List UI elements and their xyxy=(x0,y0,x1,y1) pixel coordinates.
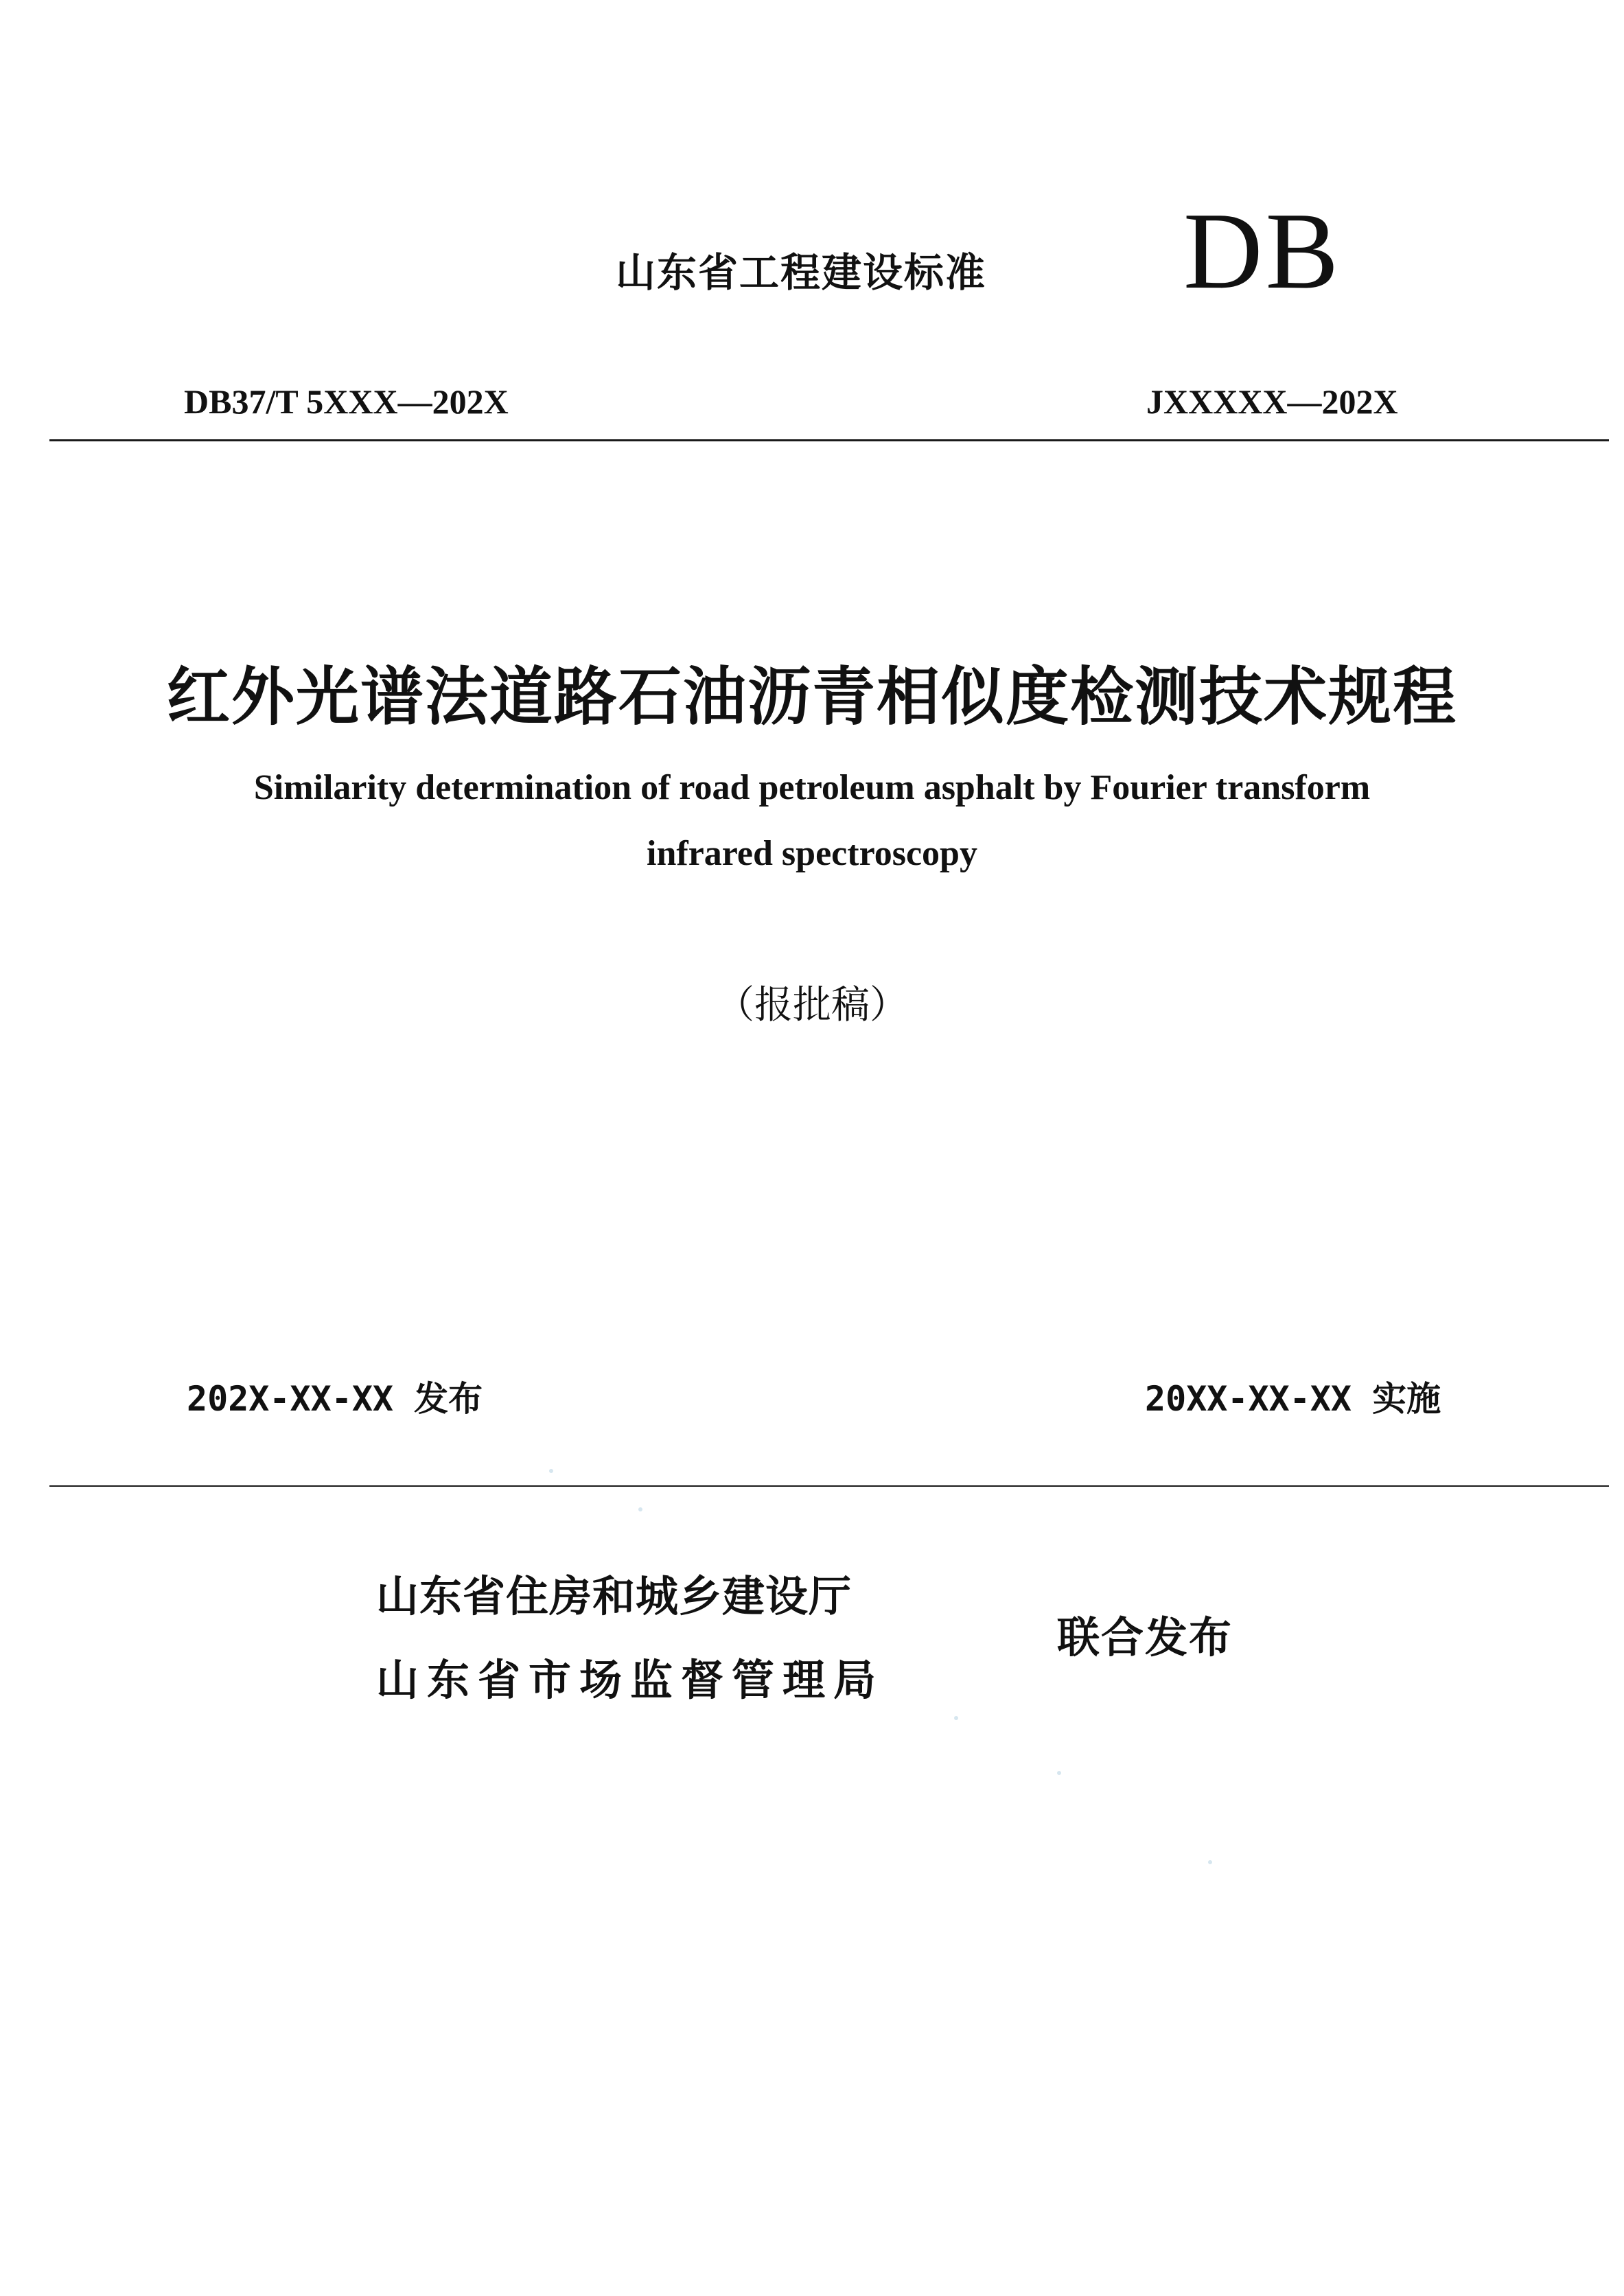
joint-release-label: 联合发布 xyxy=(1057,1612,1233,1662)
scan-speck xyxy=(1057,1771,1061,1775)
implement-date: 20XX-XX-XX 实施 xyxy=(1145,1379,1441,1419)
record-number: JXXXXX—202X xyxy=(1146,382,1398,421)
header-divider xyxy=(49,439,1609,441)
draft-status: （报批稿） xyxy=(716,983,908,1028)
publisher-housing-dept: 山东省住房和城乡建设厅 xyxy=(376,1571,852,1621)
title-english-line2: infrared spectroscopy xyxy=(647,834,977,873)
standard-number: DB37/T 5XXX—202X xyxy=(184,382,509,421)
publisher-market-regulation: 山东省市场监督管理局 xyxy=(376,1655,885,1705)
scan-speck xyxy=(638,1507,642,1511)
standard-category: 山东省工程建设标准 xyxy=(616,249,987,296)
issue-date: 202X-XX-XX 发布 xyxy=(187,1379,483,1419)
scan-speck xyxy=(1208,1860,1212,1864)
scan-speck xyxy=(954,1716,958,1720)
db-mark: DB xyxy=(1183,189,1342,312)
scan-speck xyxy=(549,1469,553,1473)
title-chinese: 红外光谱法道路石油沥青相似度检测技术规程 xyxy=(166,660,1457,734)
footer-divider xyxy=(49,1485,1609,1487)
title-english-line1: Similarity determination of road petroleum asphalt by Fourier transform xyxy=(253,768,1371,807)
